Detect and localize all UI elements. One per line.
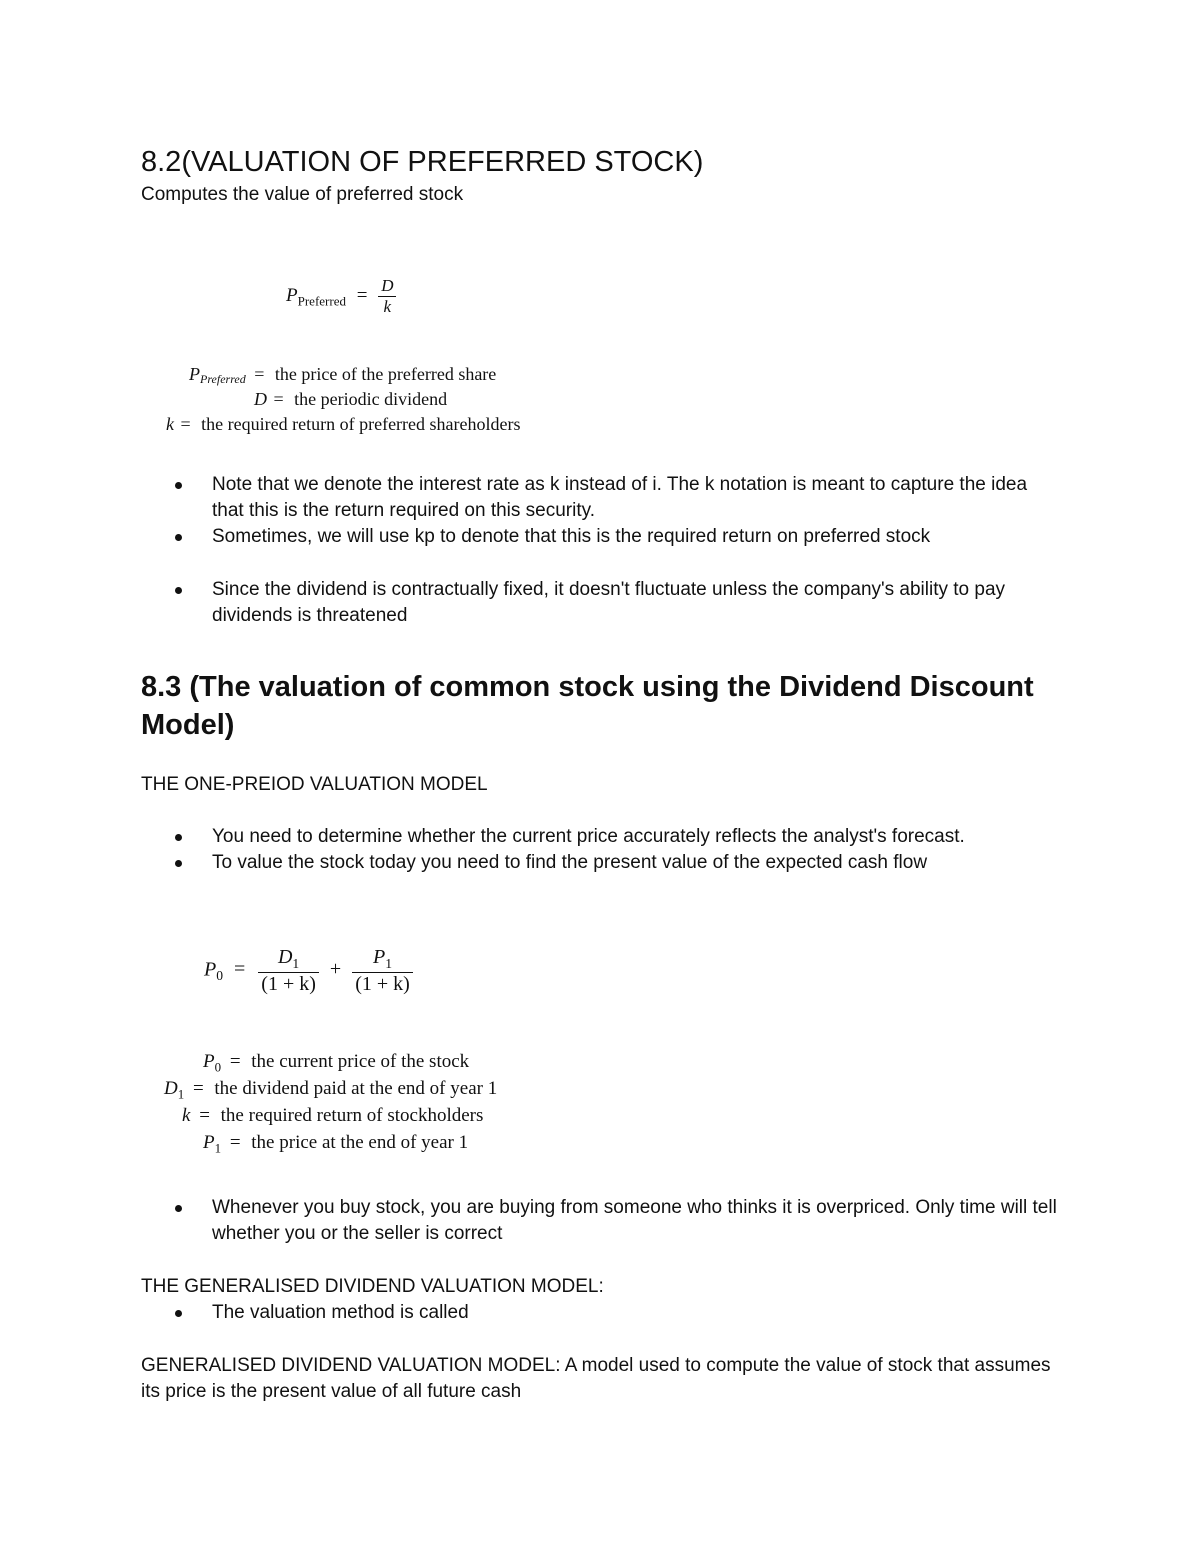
formula-lhs-subscript: Preferred (297, 293, 346, 309)
formula-denominator: (1 + k) (258, 972, 319, 996)
definition-symbol: D (254, 389, 267, 409)
formula-equals: = (356, 284, 368, 306)
definition-row (164, 1078, 497, 1103)
definition-text: the required return of stockholders (220, 1105, 484, 1126)
definition-subscript: 1 (214, 1140, 222, 1156)
definition-row (203, 1132, 468, 1157)
list-item (141, 1300, 1061, 1326)
definition-row (254, 389, 447, 410)
list-item-text: To value the stock today you need to find the present value of the expected cash flow (212, 852, 928, 873)
formula-lhs-symbol: P (204, 958, 217, 981)
formula-numerator: D (381, 276, 394, 295)
one-period-label: THE ONE-PREIOD VALUATION MODEL (141, 774, 488, 795)
generalised-label: THE GENERALISED DIVIDEND VALUATION MODEL: (141, 1276, 604, 1297)
formula-numerator-symbol: D (277, 946, 293, 968)
formula-numerator-symbol: P (372, 946, 386, 968)
definition-row (182, 1105, 483, 1127)
definition-row (189, 364, 496, 387)
definition-text: the required return of preferred shareholders (201, 414, 521, 434)
list-item-text: Whenever you buy stock, you are buying from someone who thinks it is overpriced. Only time will tell whether you or the seller is correct (212, 1197, 1057, 1244)
list-item-text: The valuation method is called (212, 1302, 469, 1323)
definition-subscript: 0 (214, 1059, 222, 1075)
definition-row (166, 414, 521, 435)
definition-text: the price of the preferred share (274, 364, 497, 384)
section-heading-8-2: 8.2(VALUATION OF PREFERRED STOCK) (141, 146, 704, 178)
formula-fraction (378, 276, 396, 317)
bullet-icon (175, 482, 182, 489)
list-item (141, 824, 1061, 850)
formula-denominator: (1 + k) (352, 972, 413, 996)
definition-text: the price at the end of year 1 (251, 1132, 469, 1153)
bullet-list (141, 1195, 1061, 1247)
formula-equals: = (234, 958, 246, 981)
list-item-text: Note that we denote the interest rate as k instead of i. The k notation is meant to capture the idea that this is the return required on this security. (212, 474, 1028, 521)
one-period-formula (204, 946, 413, 996)
definition-equals: = (229, 1132, 241, 1153)
list-item (141, 472, 1061, 524)
formula-fraction (352, 946, 413, 996)
definition-symbol: P (189, 364, 200, 384)
bullet-icon (175, 1205, 182, 1212)
list-item (141, 577, 1061, 629)
preferred-price-formula (286, 276, 396, 317)
bullet-icon (175, 834, 182, 841)
definition-subscript: Preferred (200, 372, 246, 386)
list-item-text: Since the dividend is contractually fixed, it doesn't fluctuate unless the company's ability to pay dividends is threatened (212, 579, 1006, 626)
formula-plus: + (329, 958, 342, 981)
list-item-text: Sometimes, we will use kp to denote that this is the required return on preferred stock (212, 526, 931, 547)
closing-paragraph: GENERALISED DIVIDEND VALUATION MODEL: A model used to compute the value of stock that assumes its price is the present value of all future cash (141, 1355, 1051, 1402)
bullet-icon (175, 1310, 182, 1317)
list-item (141, 524, 1061, 550)
section-subtitle: Computes the value of preferred stock (141, 184, 464, 205)
formula-lhs-subscript: 0 (216, 968, 224, 984)
formula-denominator: k (378, 296, 396, 317)
definition-equals: = (199, 1105, 210, 1126)
section-heading-8-3: 8.3 (The valuation of common stock using the Dividend Discount Model) (141, 671, 1034, 741)
bullet-icon (175, 860, 182, 867)
bullet-list (141, 472, 1061, 550)
definition-equals: = (254, 364, 265, 384)
definition-equals: = (180, 414, 191, 434)
definition-symbol: D (164, 1078, 178, 1099)
definition-text: the periodic dividend (294, 389, 448, 409)
definition-equals: = (229, 1051, 241, 1072)
definition-symbol: k (166, 414, 174, 434)
formula-numerator-subscript: 1 (292, 955, 300, 971)
definition-symbol: P (203, 1132, 215, 1153)
list-item (141, 1195, 1061, 1247)
definition-symbol: k (182, 1105, 191, 1126)
bullet-list (141, 824, 1061, 876)
definition-text: the dividend paid at the end of year 1 (214, 1078, 498, 1099)
definition-row (203, 1051, 469, 1076)
list-item-text: You need to determine whether the current price accurately reflects the analyst's forecast. (212, 826, 965, 847)
formula-fraction (258, 946, 319, 996)
definition-equals: = (273, 389, 284, 409)
definition-symbol: P (203, 1051, 215, 1072)
formula-numerator-subscript: 1 (385, 955, 392, 971)
definition-subscript: 1 (177, 1086, 185, 1102)
list-item (141, 850, 1061, 876)
formula-lhs-symbol: P (286, 284, 298, 306)
definition-equals: = (192, 1078, 204, 1099)
bullet-list (141, 577, 1061, 629)
bullet-icon (175, 534, 182, 541)
bullet-icon (175, 587, 182, 594)
definition-text: the current price of the stock (251, 1051, 470, 1072)
bullet-list (141, 1300, 1061, 1326)
